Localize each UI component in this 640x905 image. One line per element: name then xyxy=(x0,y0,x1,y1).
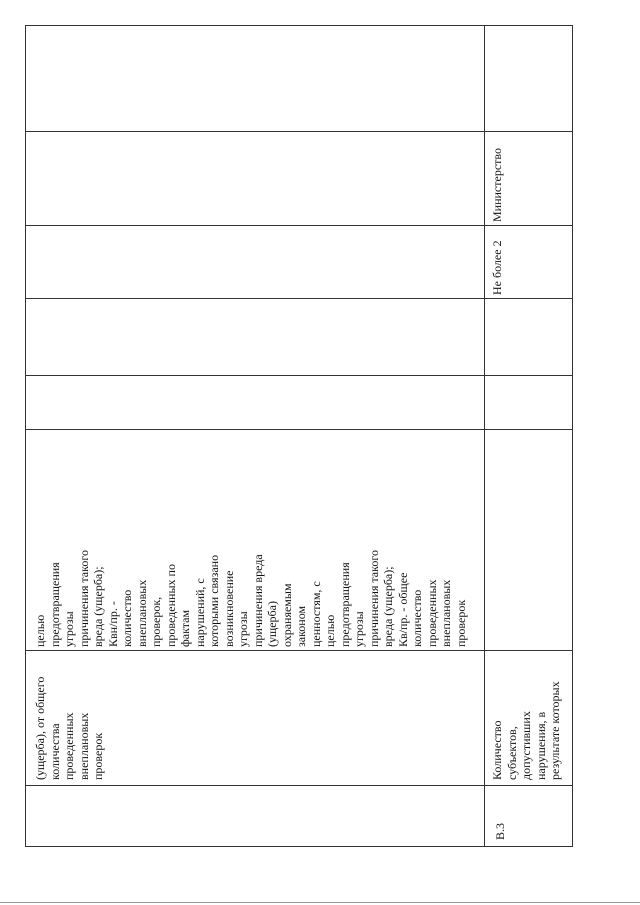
row-target-value: Не более 2 xyxy=(490,240,504,295)
page-bottom-edge xyxy=(0,902,640,903)
col-line-5 xyxy=(25,429,573,430)
formula-explanation: целью предотвращения угрозы причинения такого вреда (ущерба); Квн/пр. - количество внеплановых проверок, проведенных по фактам нарушений, с которыми связано возникновение угрозы причинения вреда (ущерба) охраняемым законом ценностям, с целью предотвращения угрозы причинения такого вреда (ущерба); Кв/пр. - общее количество проведенных внеплановых проверок xyxy=(33,550,468,647)
row-code: В.3 xyxy=(493,822,507,840)
col-line-3 xyxy=(25,298,573,299)
indicator-description-continuation: (ущерба), от общего количества проведенных внеплановых проверок xyxy=(33,676,105,780)
row-separator-vertical xyxy=(484,25,485,847)
row-source: Министерство xyxy=(490,148,504,222)
col-line-4 xyxy=(25,375,573,376)
col-line-6 xyxy=(25,650,573,651)
row-indicator-name: Количество субъектов, допустивших нарушения, в результате которых xyxy=(490,681,562,780)
col-line-7 xyxy=(25,785,573,786)
